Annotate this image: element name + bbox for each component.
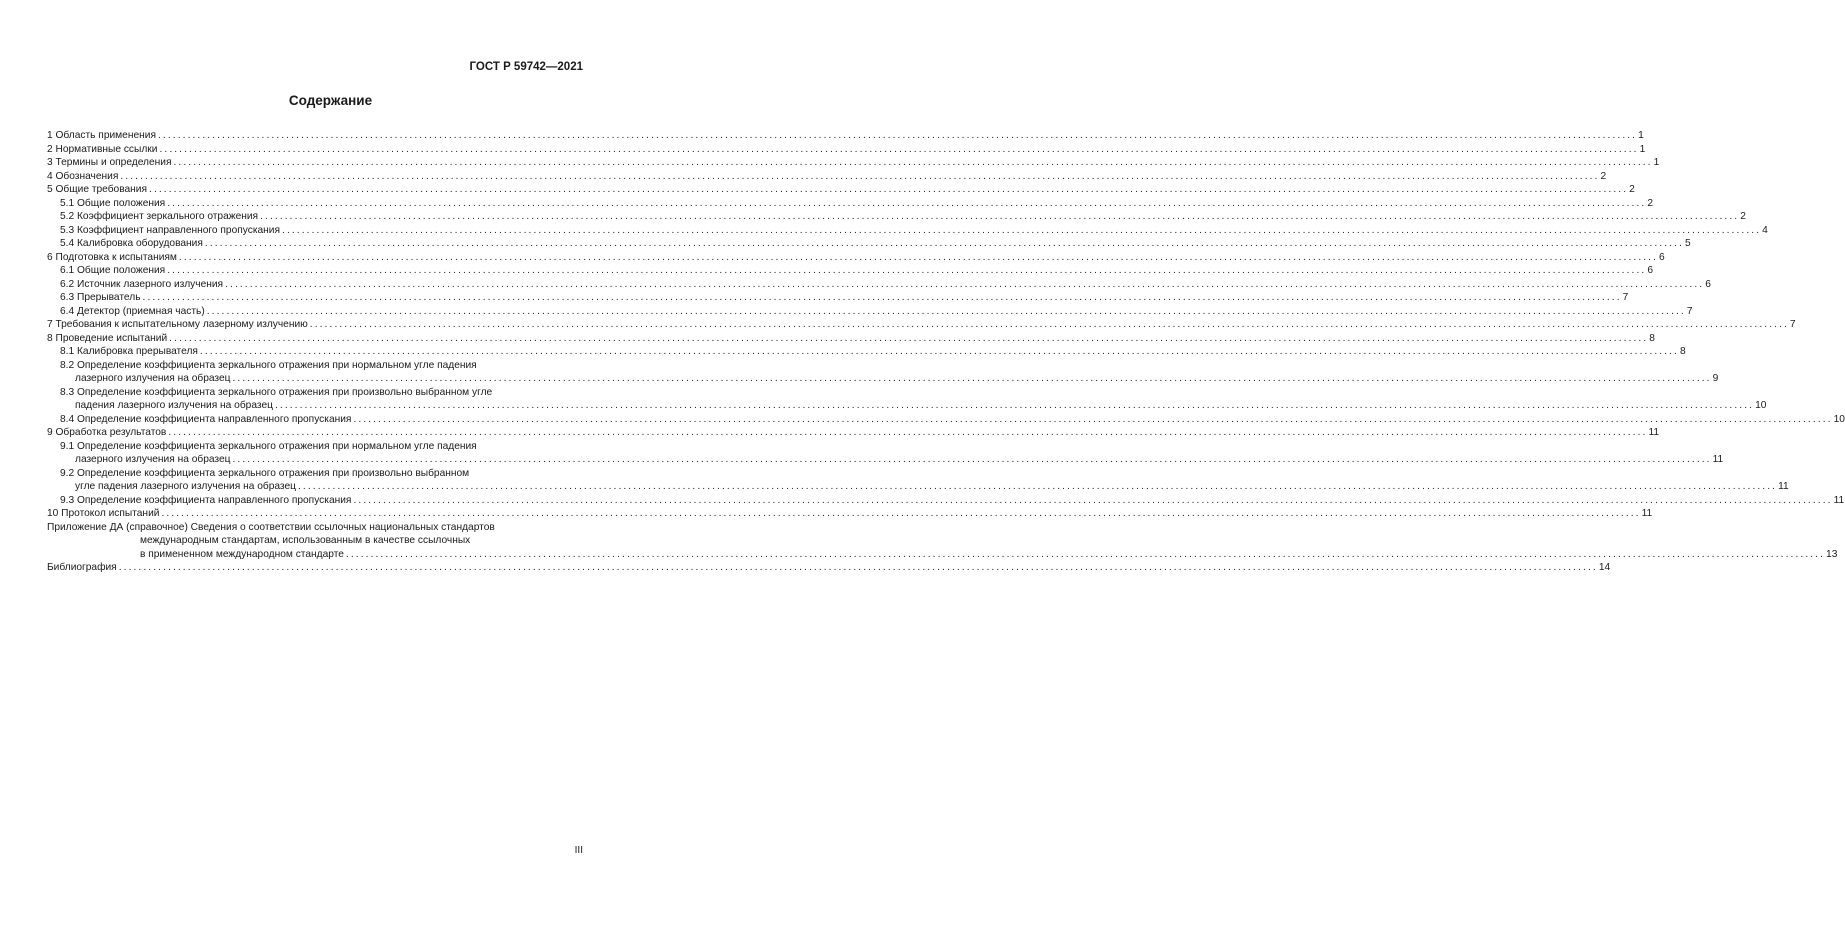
toc-entry-title: международным стандартам, использованным в качестве ссылочных [140,535,471,546]
toc-page-number: 2 [1600,170,1607,182]
document-code: ГОСТ Р 59742—2021 [469,61,583,73]
toc-entry [47,413,1845,427]
toc-entry-title: падения лазерного излучения на образец [75,400,273,411]
toc-page-number: 2 [1647,197,1653,209]
toc-entry-title: 8 Проведение испытаний [47,332,168,344]
toc-leader-dots: ............................................................................................................................................................................................................................................................................................................ [167,265,1647,276]
toc-entry-title: 4 Обозначения [47,170,119,182]
toc-leader-dots: ............................................................................................................................................................................................................................................................................................................ [120,170,1600,182]
toc-entry-title: 9.1 Определение коэффициента зеркального отражения при нормальном угле падения [60,440,477,452]
toc-leader-dots: ............................................................................................................................................................................................................................................................................................................ [169,332,1649,344]
toc-entry-title: 8.2 Определение коэффициента зеркального отражения при нормальном угле падения [60,359,477,371]
toc-entry-line [47,359,584,373]
toc-page-number: 8 [1680,346,1686,357]
toc-entry-title: 1 Область применения [47,130,156,141]
toc-entry-title: 6.4 Детектор (приемная часть) [60,305,205,317]
toc-leader-dots: ............................................................................................................................................................................................................................................................................................................ [118,562,1598,573]
toc-page-number: 9 [1712,373,1719,384]
toc-entry [47,318,1796,332]
toc-entry [47,291,1629,305]
toc-page-number: 11 [1712,454,1724,465]
table-of-contents [47,129,1845,575]
toc-entry-title: 5.2 Коэффициент зеркального отражения [60,211,259,222]
toc-page-number: 11 [1833,494,1845,506]
toc-entry-line [47,521,584,535]
toc-entry [47,426,1660,440]
toc-leader-dots: ............................................................................................................................................................................................................................................................................................................ [353,494,1833,506]
toc-page-number: 2 [1740,211,1746,222]
toc-leader-dots: ............................................................................................................................................................................................................................................................................................................ [161,508,1641,519]
toc-page-number: 6 [1647,265,1653,276]
toc-page-number: 10 [1755,400,1767,411]
toc-page-number: 7 [1686,305,1693,317]
toc-page-number: 1 [1638,130,1644,141]
toc-leader-dots: ............................................................................................................................................................................................................................................................................................................ [297,481,1778,492]
toc-leader-dots: ............................................................................................................................................................................................................................................................................................................ [167,197,1647,209]
toc-entry [47,494,1845,508]
toc-entry-title: 5 Общие требования [47,184,148,195]
toc-leader-dots: ............................................................................................................................................................................................................................................................................................................ [173,157,1653,168]
toc-entry [47,129,1644,143]
toc-entry-title: 6 Подготовка к испытаниям [47,251,177,263]
toc-page-number: 14 [1598,562,1611,573]
toc-leader-dots: ............................................................................................................................................................................................................................................................................................................ [178,251,1659,263]
toc-leader-dots: ............................................................................................................................................................................................................................................................................................................ [159,143,1639,155]
toc-page-number: 1 [1639,143,1646,155]
toc-entry-title: лазерного излучения на образец [75,373,231,384]
toc-entry-title: 6.3 Прерыватель [60,292,141,303]
toc-leader-dots: ............................................................................................................................................................................................................................................................................................................ [353,413,1833,425]
toc-page-number: 8 [1649,332,1655,344]
toc-leader-dots: ............................................................................................................................................................................................................................................................................................................ [157,130,1638,141]
toc-entry [47,251,1665,265]
toc-leader-dots: ............................................................................................................................................................................................................................................................................................................ [260,211,1740,222]
toc-entry-title: 8.4 Определение коэффициента направленного пропускания [60,413,352,425]
toc-entry-title: 5.1 Общие положения [60,197,166,209]
toc-entry [47,507,1653,521]
toc-entry [47,156,1660,170]
toc-entry [47,332,1655,346]
page-title: Содержание [288,93,373,108]
toc-entry [47,345,1686,359]
page-number: III [574,845,583,856]
toc-page-number: 11 [1778,481,1789,492]
toc-entry [47,197,1653,211]
toc-page-number: 7 [1622,292,1629,303]
toc-entry-title: лазерного излучения на образец [75,454,231,465]
toc-entry [47,278,1711,292]
toc-entry-title: 6.1 Общие положения [60,265,166,276]
toc-entry [47,224,1768,238]
toc-entry-title: 9 Обработка результатов [47,427,167,438]
toc-leader-dots: ............................................................................................................................................................................................................................................................................................................ [142,292,1622,303]
toc-page-number: 11 [1641,508,1653,519]
toc-entry [47,372,1719,386]
toc-entry [47,305,1693,319]
toc-page-number: 13 [1826,548,1838,560]
toc-leader-dots: ............................................................................................................................................................................................................................................................................................................ [345,548,1826,560]
toc-entry [47,399,1767,413]
toc-entry [47,210,1746,224]
toc-entry-title: в примененном международном стандарте [140,548,344,560]
toc-entry [47,183,1635,197]
toc-entry-title: угле падения лазерного излучения на образец [75,481,296,492]
toc-entry-title: 7 Требования к испытательному лазерному излучению [47,319,308,330]
toc-entry-title: 5.4 Калибровка оборудования [60,238,203,249]
toc-leader-dots: ............................................................................................................................................................................................................................................................................................................ [225,278,1705,290]
toc-entry-title: 9.2 Определение коэффициента зеркального отражения при произвольно выбранном [60,467,470,479]
toc-entry [47,143,1646,157]
toc-page-number: 6 [1705,278,1711,290]
toc-leader-dots: ............................................................................................................................................................................................................................................................................................................ [204,238,1684,249]
toc-page-number: 10 [1833,413,1845,425]
toc-entry-title: 2 Нормативные ссылки [47,143,158,155]
toc-leader-dots: ............................................................................................................................................................................................................................................................................................................ [149,184,1629,195]
toc-page-number: 2 [1629,184,1635,195]
toc-entry-title: Приложение ДА (справочное) Сведения о соответствии ссылочных национальных стандартов [47,521,495,533]
toc-leader-dots: ............................................................................................................................................................................................................................................................................................................ [282,224,1762,236]
toc-entry [47,548,1838,562]
toc-entry-line [47,534,584,548]
toc-entry [47,264,1653,278]
toc-leader-dots: ............................................................................................................................................................................................................................................................................................................ [274,400,1755,411]
toc-entry-title: 9.3 Определение коэффициента направленного пропускания [60,494,352,506]
toc-entry-title: 6.2 Источник лазерного излучения [60,278,224,290]
toc-leader-dots: ............................................................................................................................................................................................................................................................................................................ [168,427,1648,438]
toc-leader-dots: ............................................................................................................................................................................................................................................................................................................ [232,454,1712,465]
toc-entry-line [47,440,584,454]
toc-entry-title: 8.3 Определение коэффициента зеркального отражения при произвольно выбранном угле [60,386,493,398]
toc-leader-dots: ............................................................................................................................................................................................................................................................................................................ [199,346,1680,357]
toc-entry-line [47,386,584,400]
toc-page-number: 7 [1789,319,1796,330]
toc-entry [47,453,1724,467]
toc-page-number: 5 [1685,238,1691,249]
toc-leader-dots: ............................................................................................................................................................................................................................................................................................................ [232,373,1712,384]
toc-page-number: 4 [1762,224,1768,236]
toc-entry-title: 3 Термины и определения [47,157,172,168]
toc-entry-title: 5.3 Коэффициент направленного пропускания [60,224,281,236]
toc-page-number: 6 [1659,251,1665,263]
toc-entry-title: 8.1 Калибровка прерывателя [60,346,198,357]
toc-entry [47,480,1789,494]
toc-leader-dots: ............................................................................................................................................................................................................................................................................................................ [206,305,1686,317]
toc-entry [47,237,1691,251]
toc-entry-title: 10 Протокол испытаний [47,508,160,519]
toc-entry [47,170,1607,184]
toc-entry-line [47,467,584,481]
toc-leader-dots: ............................................................................................................................................................................................................................................................................................................ [309,319,1789,330]
toc-page-number: 1 [1653,157,1660,168]
toc-entry-title: Библиография [47,562,117,573]
toc-page-number: 11 [1648,427,1660,438]
toc-entry [47,561,1611,575]
